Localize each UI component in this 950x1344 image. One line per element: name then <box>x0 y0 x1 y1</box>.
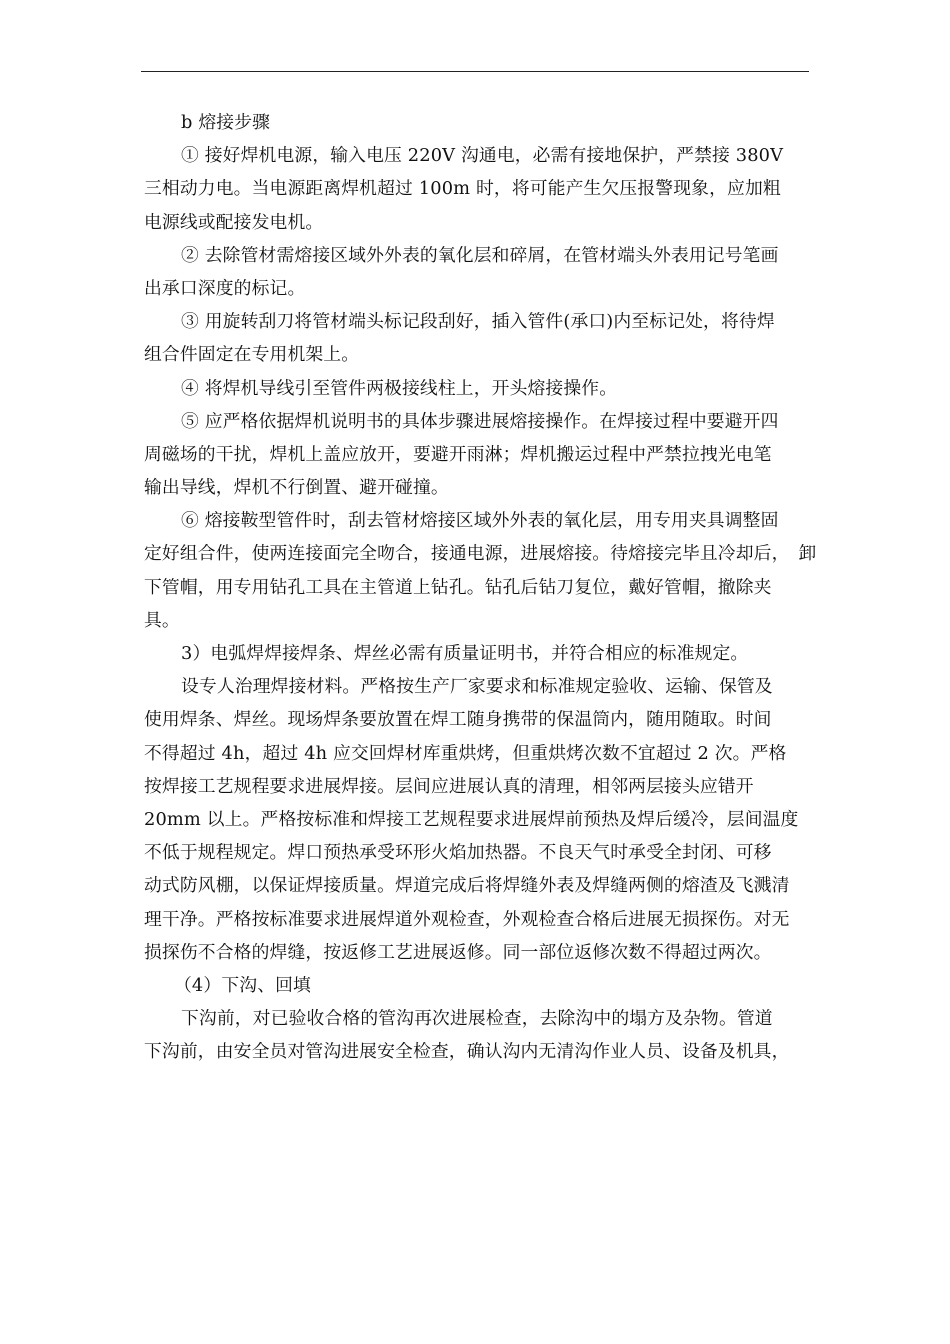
text-line: 20mm 以上。严格按标准和焊接工艺规程要求进展焊前预热及焊后缓冷，层间温度 <box>144 808 799 830</box>
text-line: 按焊接工艺规程要求进展焊接。层间应进展认真的清理，相邻两层接头应错开 <box>144 775 754 797</box>
text-line: 不低于规程规定。焊口预热承受环形火焰加热器。不良天气时承受全封闭、可移 <box>144 842 772 864</box>
text-line: ⑤ 应严格依据焊机说明书的具体步骤进展熔接操作。在焊接过程中要避开四 <box>181 410 779 432</box>
text-line: 具。 <box>144 609 180 631</box>
body-text <box>144 106 817 1068</box>
header-rule <box>141 71 809 72</box>
text-line: ① 接好焊机电源，输入电压 220V 沟通电，必需有接地保护，严禁接 380V <box>181 145 784 167</box>
text-line: 动式防风棚，以保证焊接质量。焊道完成后将焊缝外表及焊缝两侧的熔渣及飞溅清 <box>144 875 790 897</box>
text-line: 三相动力电。当电源距离焊机超过 100m 时，将可能产生欠压报警现象，应加粗 <box>144 178 781 200</box>
text-line: 电源线或配接发电机。 <box>144 211 324 233</box>
text-line: b 熔接步骤 <box>181 112 271 133</box>
text-line: 周磁场的干扰，焊机上盖应放开，要避开雨淋；焊机搬运过程中严禁拉拽光电笔 <box>144 443 772 465</box>
text-line: 组合件固定在专用机架上。 <box>144 344 360 366</box>
text-line: （4）下沟、回填 <box>174 974 311 996</box>
text-line: 不得超过 4h，超过 4h 应交回焊材库重烘烤，但重烘烤次数不宜超过 2 次。严格 <box>144 742 787 764</box>
text-line: ② 去除管材需熔接区域外外表的氧化层和碎屑，在管材端头外表用记号笔画 <box>181 244 779 266</box>
text-line: 损探伤不合格的焊缝，按返修工艺进展返修。同一部位返修次数不得超过两次。 <box>144 941 772 963</box>
text-line: 下管帽，用专用钻孔工具在主管道上钻孔。钻孔后钻刀复位，戴好管帽，撤除夹 <box>144 576 772 598</box>
text-line: 出承口深度的标记。 <box>144 277 306 299</box>
text-line: 3）电弧焊焊接焊条、焊丝必需有质量证明书，并符合相应的标准规定。 <box>181 643 749 664</box>
text-line: 输出导线，焊机不行倒置、避开碰撞。 <box>144 477 449 499</box>
text-line: 设专人治理焊接材料。严格按生产厂家要求和标准规定验收、运输、保管及 <box>181 676 773 698</box>
text-line: 下沟前，对已验收合格的管沟再次进展检查，去除沟中的塌方及杂物。管道 <box>181 1008 773 1030</box>
text-line: ⑥ 熔接鞍型管件时，刮去管材熔接区域外外表的氧化层，用专用夹具调整固 <box>181 510 779 532</box>
text-line: 理干净。严格按标准要求进展焊道外观检查，外观检查合格后进展无损探伤。对无 <box>144 908 790 930</box>
text-line: 定好组合件，使两连接面完全吻合，接通电源，进展熔接。待熔接完毕且冷却后， 卸 <box>144 543 817 565</box>
text-line: 使用焊条、焊丝。现场焊条要放置在焊工随身携带的保温筒内，随用随取。时间 <box>144 709 772 731</box>
text-line: ④ 将焊机导线引至管件两极接线柱上，开头熔接操作。 <box>181 377 618 399</box>
text-line: ③ 用旋转刮刀将管材端头标记段刮好，插入管件(承口)内至标记处，将待焊 <box>181 311 775 333</box>
text-line: 下沟前，由安全员对管沟进展安全检查，确认沟内无清沟作业人员、设备及机具， <box>144 1041 790 1063</box>
